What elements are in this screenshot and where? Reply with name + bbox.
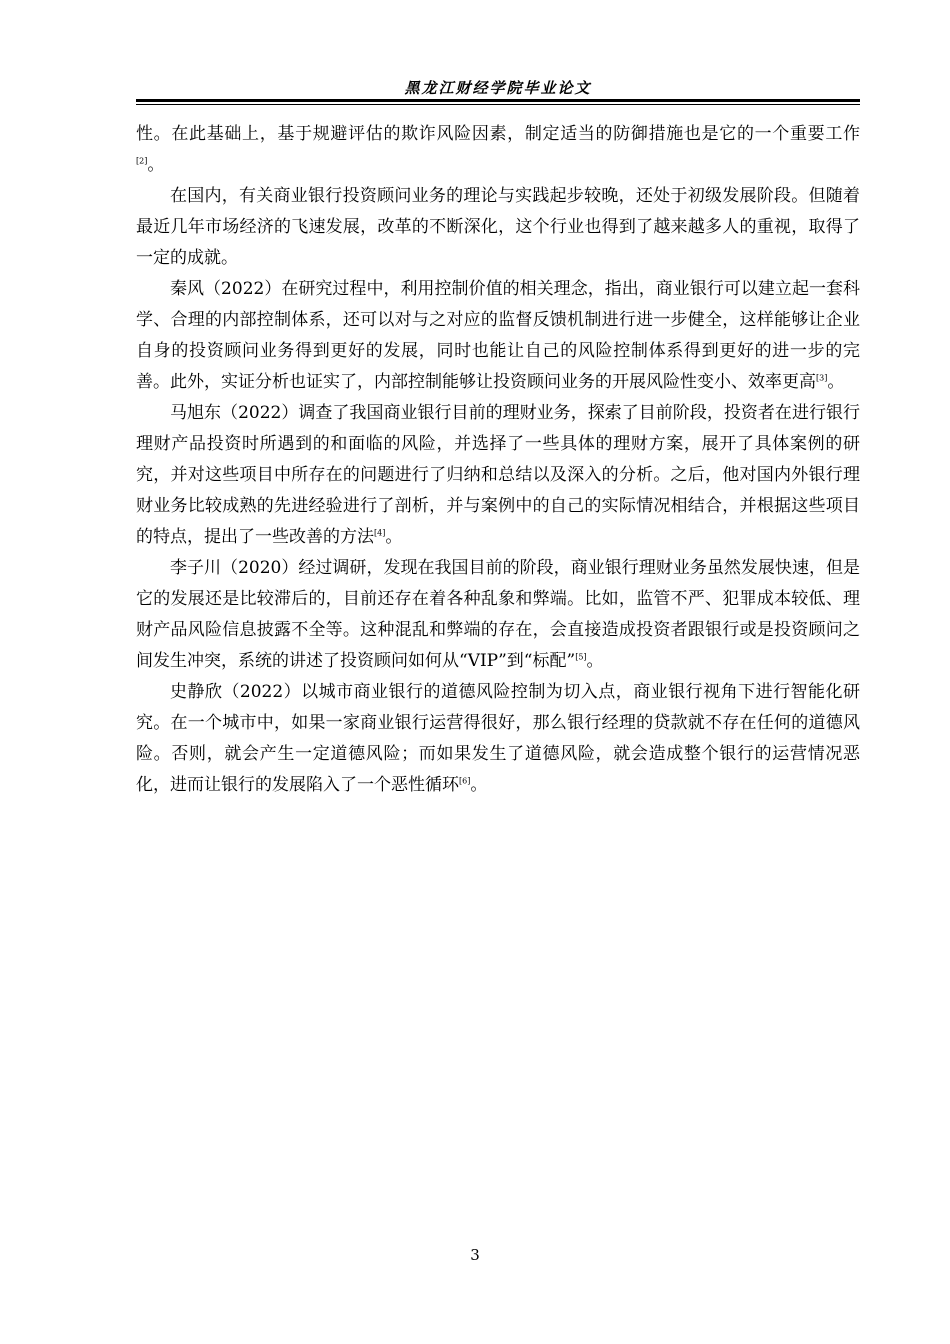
paragraph-3 — [136, 274, 860, 398]
paragraph-text: 史静欣（2022）以城市商业银行的道德风险控制为切入点，商业银行视角下进行智能化研究。在一个城市中，如果一家商业银行运营得很好，那么银行经理的贷款就不存在任何的道德风险。否则，就会产生一定道德风险；而如果发生了道德风险，就会造成整个银行的运营情况恶化，进而让银行的发展陷入了一个恶性循环 — [136, 682, 860, 795]
header-title: 黑龙江财经学院毕业论文 — [404, 79, 592, 97]
paragraph-text: 李子川（2020）经过调研，发现在我国目前的阶段，商业银行理财业务虽然发展快速，但是它的发展还是比较滞后的，目前还存在着各种乱象和弊端。比如，监管不严、犯罪成本较低、理财产品风险信息披露不全等。这种混乱和弊端的存在，会直接造成投资者跟银行或是投资顾问之间发生冲突，系统的讲述了投资顾问如何从“VIP”到“标配” — [136, 558, 860, 671]
paragraph-text: 马旭东（2022）调查了我国商业银行目前的理财业务，探索了目前阶段，投资者在进行银行理财产品投资时所遇到的和面临的风险，并选择了一些具体的理财方案，展开了具体案例的研究，并对这些项目中所存在的问题进行了归纳和总结以及深入的分析。之后，他对国内外银行理财业务比较成熟的先进经验进行了剖析，并与案例中的自己的实际情况相结合，并根据这些项目的特点，提出了一些改善的方法 — [136, 403, 860, 547]
citation: [6] — [459, 776, 471, 786]
paragraph-text: 秦风（2022）在研究过程中，利用控制价值的相关理念，指出，商业银行可以建立起一套科学、合理的内部控制体系，还可以对与之对应的监督反馈机制进行进一步健全，这样能够让企业自身的投资顾问业务得到更好的发展，同时也能让自己的风险控制体系得到更好的进一步的完善。此外，实证分析也证实了，内部控制能够让投资顾问业务的开展风险性变小、效率更高 — [136, 279, 860, 392]
paragraph-4 — [136, 398, 860, 553]
paragraph-tail: 。 — [385, 527, 403, 547]
paragraph-text: 性。在此基础上，基于规避评估的欺诈风险因素，制定适当的防御措施也是它的一个重要工作 — [136, 124, 860, 144]
citation: [4] — [374, 528, 386, 538]
paragraph-6 — [136, 677, 860, 801]
citation: [2] — [136, 156, 148, 166]
paragraph-tail: 。 — [827, 372, 845, 392]
header-rule-thin — [136, 104, 860, 105]
paragraph-1 — [136, 119, 860, 181]
citation: [3] — [816, 373, 828, 383]
paragraph-5 — [136, 553, 860, 677]
paragraph-2 — [136, 181, 860, 274]
paragraph-tail: 。 — [586, 651, 604, 671]
page-number: 3 — [470, 1246, 480, 1264]
paragraph-tail: 。 — [147, 155, 165, 175]
header-rule-thick — [136, 99, 860, 102]
body-text — [136, 119, 860, 801]
citation: [5] — [575, 652, 587, 662]
paragraph-tail: 。 — [470, 775, 488, 795]
paragraph-text: 在国内，有关商业银行投资顾问业务的理论与实践起步较晚，还处于初级发展阶段。但随着最近几年市场经济的飞速发展，改革的不断深化，这个行业也得到了越来越多人的重视，取得了一定的成就。 — [136, 186, 860, 268]
